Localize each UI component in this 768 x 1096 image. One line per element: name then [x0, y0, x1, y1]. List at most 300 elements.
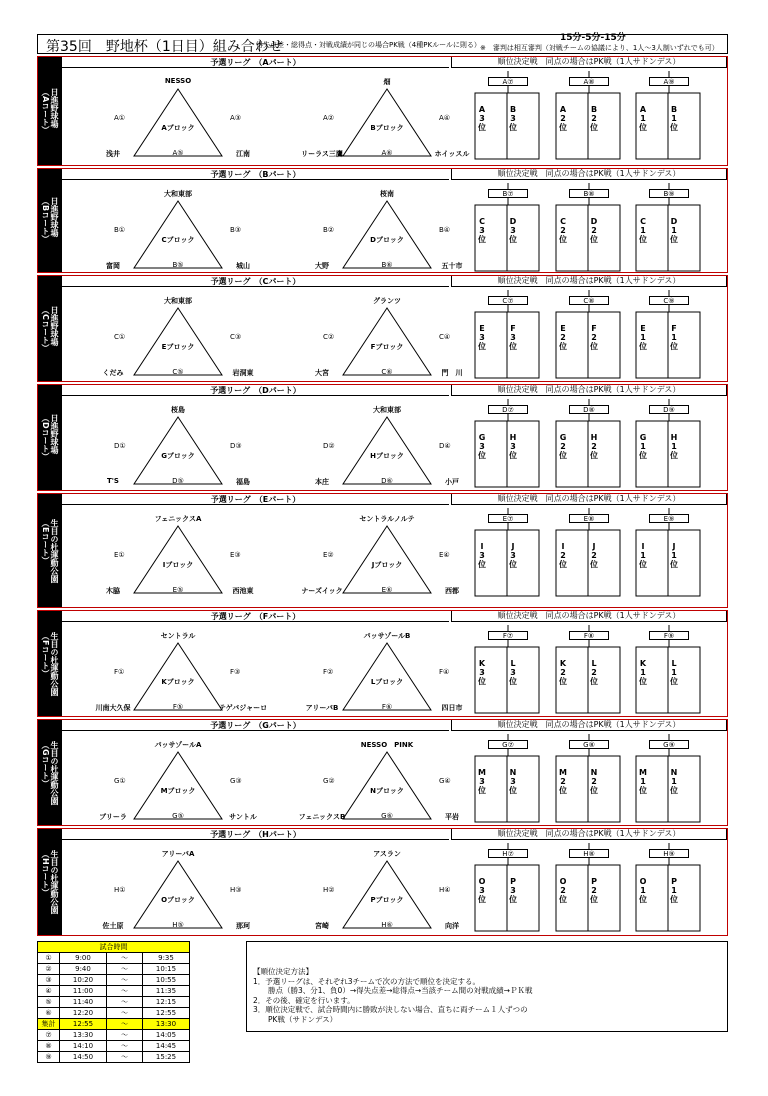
rank-right-unit: 位 [590, 235, 598, 244]
note-line: 3．順位決定戦で、試合時間内に勝敗が決しない場合、直ちに両チーム１人ずつの [253, 1005, 528, 1014]
rank-left-group: O [559, 877, 567, 886]
ranking-bracket [555, 734, 623, 826]
match-right: H③ [230, 886, 242, 894]
match-bottom: H⑥ [381, 921, 393, 929]
rank-right-place: 2 [591, 226, 597, 235]
match-right: F③ [230, 668, 241, 676]
rank-right [589, 659, 599, 686]
team-left: フェニックスB [298, 813, 346, 821]
rank-left [477, 433, 487, 460]
court-label [38, 276, 62, 381]
rank-left-unit: 位 [478, 342, 486, 351]
schedule-start: 9:40 [60, 964, 107, 975]
schedule-row [38, 997, 190, 1008]
ranking-bracket [555, 399, 623, 491]
rank-left-unit: 位 [478, 451, 486, 460]
team-right: 門 川 [441, 369, 463, 377]
team-left: アリーバB [305, 704, 339, 712]
court-label-text: 日進野球場 （Cコート） [41, 305, 59, 352]
rank-right-group: H [590, 433, 598, 442]
rank-right-place: 3 [510, 114, 516, 123]
ranking-bracket [635, 71, 703, 163]
rank-right [589, 217, 599, 244]
team-left: 佐土原 [102, 922, 124, 930]
rank-left-unit: 位 [478, 560, 486, 569]
team-top: グランツ [373, 297, 401, 305]
rank-right-group: P [671, 877, 677, 886]
schedule-start: 11:00 [60, 986, 107, 997]
match-bottom: G⑥ [381, 812, 393, 820]
rank-right [589, 105, 599, 132]
rank-right-unit: 位 [670, 786, 678, 795]
rank-right-group: J [672, 542, 676, 551]
group-triangle [88, 399, 268, 493]
rank-left-group: M [639, 768, 647, 777]
group-name: Dブロック [370, 236, 404, 244]
rank-left-place: 1 [640, 226, 646, 235]
rank-left-group: M [478, 768, 486, 777]
schedule-row [38, 986, 190, 997]
rank-right-place: 3 [510, 442, 516, 451]
team-left: 本庄 [315, 478, 329, 486]
match-bottom: H⑤ [172, 921, 184, 929]
rank-left [638, 542, 648, 569]
final-match-label: E⑦ [488, 514, 528, 523]
league-title: 予選リーグ （Dパート） [62, 385, 449, 396]
final-match-label: G⑧ [569, 740, 609, 749]
rank-right-group: L [671, 659, 677, 668]
league-title: 予選リーグ （Eパート） [62, 494, 449, 505]
rank-left-group: G [559, 433, 567, 442]
team-left: ブリーラ [99, 813, 127, 821]
rank-right-unit: 位 [509, 123, 517, 132]
rank-left [558, 659, 568, 686]
rank-left-place: 3 [479, 442, 485, 451]
schedule-no: ⑦ [38, 1030, 60, 1041]
match-left: B② [323, 226, 335, 234]
rank-right-unit: 位 [590, 786, 598, 795]
group-triangle [88, 183, 268, 277]
rank-left-unit: 位 [639, 235, 647, 244]
rank-left-place: 3 [479, 114, 485, 123]
team-top: パッサゾールB [363, 632, 411, 640]
group-triangle [88, 290, 268, 384]
team-right: 西都 [445, 587, 459, 595]
final-match-label: A⑦ [488, 77, 528, 86]
match-left: A② [323, 114, 335, 122]
group-triangle [297, 734, 477, 828]
schedule-start: 9:00 [60, 953, 107, 964]
rank-right-unit: 位 [590, 560, 598, 569]
rank-right-group: N [670, 768, 678, 777]
match-bottom: G⑤ [172, 812, 184, 820]
rank-left-unit: 位 [639, 560, 647, 569]
rank-left-unit: 位 [559, 560, 567, 569]
match-bottom: B⑥ [381, 261, 393, 269]
rank-right-unit: 位 [590, 342, 598, 351]
rank-title: 順位決定戦 同点の場合はPK戦（1人サドンデス） [451, 494, 727, 505]
rank-left-group: O [639, 877, 647, 886]
rank-right-unit: 位 [670, 342, 678, 351]
team-left: リーラス三鷹 [301, 150, 343, 158]
rank-left-unit: 位 [639, 786, 647, 795]
final-match-label: B⑦ [488, 189, 528, 198]
final-match-label: H⑦ [488, 849, 528, 858]
rank-left-unit: 位 [639, 342, 647, 351]
rank-right-group: D [590, 217, 598, 226]
rank-right-place: 2 [591, 442, 597, 451]
schedule-no: ④ [38, 986, 60, 997]
rank-left-unit: 位 [478, 677, 486, 686]
rank-right-unit: 位 [509, 451, 517, 460]
rank-left-group: C [479, 217, 485, 226]
schedule-row [38, 1041, 190, 1052]
team-left: ナーズイック [301, 587, 343, 595]
match-right: A③ [230, 114, 242, 122]
team-right: サントル [229, 813, 257, 821]
group-triangle [88, 625, 268, 719]
rank-right-group: B [670, 105, 678, 114]
rank-left-unit: 位 [639, 451, 647, 460]
group-name: Gブロック [161, 452, 195, 460]
team-right: 西池東 [232, 587, 254, 595]
ranking-bracket [474, 290, 542, 382]
final-match-label: F⑧ [569, 631, 609, 640]
rank-right-place: 2 [591, 551, 597, 560]
rank-right [669, 433, 679, 460]
schedule-start: 14:50 [60, 1052, 107, 1063]
final-match-label: G⑨ [649, 740, 689, 749]
group-triangle [297, 399, 477, 493]
rank-right-place: 2 [591, 668, 597, 677]
rank-left-unit: 位 [478, 235, 486, 244]
rank-left-unit: 位 [559, 235, 567, 244]
match-left: G① [114, 777, 126, 785]
league-title: 予選リーグ （Hパート） [62, 829, 449, 840]
match-right: D④ [439, 442, 451, 450]
league-block [37, 719, 728, 826]
final-match-label: C⑨ [649, 296, 689, 305]
group-name: Bブロック [370, 124, 404, 132]
rank-right-place: 1 [671, 777, 677, 786]
rank-left [638, 105, 648, 132]
team-top: アスラン [373, 850, 401, 858]
ranking-bracket [555, 625, 623, 717]
ranking-bracket [474, 734, 542, 826]
match-left: G② [323, 777, 335, 785]
match-left: F① [114, 668, 125, 676]
schedule-sep: ～ [107, 964, 143, 975]
schedule-end: 14:45 [143, 1041, 190, 1052]
rank-left-group: E [560, 324, 566, 333]
ranking-bracket [635, 734, 703, 826]
group-triangle [297, 625, 477, 719]
rank-right-unit: 位 [670, 677, 678, 686]
referee-note: ※ 審判は相互審判（対戦チームの協議により、1人～3人制いずれでも可） [480, 44, 719, 52]
ranking-bracket [555, 508, 623, 600]
note-line: 勝点（勝3、分1、負0）→得失点差→総得点→当該チーム間の対戦成績→ＰＫ戦 [253, 986, 533, 995]
court-label-text: 日進野球場 （Aコート） [41, 87, 59, 135]
rank-right [508, 433, 518, 460]
league-block [37, 828, 728, 936]
schedule-start: 14:10 [60, 1041, 107, 1052]
group-name: Pブロック [370, 896, 404, 904]
final-match-label: A⑨ [649, 77, 689, 86]
schedule-end: 10:15 [143, 964, 190, 975]
rank-left-place: 1 [640, 114, 646, 123]
schedule-sep: ～ [107, 986, 143, 997]
group-name: Eブロック [161, 343, 195, 351]
rank-left-place: 2 [560, 886, 566, 895]
group-name: Cブロック [161, 236, 195, 244]
match-right: A④ [439, 114, 451, 122]
match-bottom: E⑤ [172, 586, 184, 594]
team-right: 江南 [236, 150, 250, 158]
rank-right [669, 877, 679, 904]
rank-left-group: M [559, 768, 567, 777]
rank-left-group: E [479, 324, 485, 333]
final-match-label: E⑧ [569, 514, 609, 523]
team-left: T'S [107, 477, 119, 485]
match-right: D③ [230, 442, 242, 450]
rank-right-group: P [591, 877, 597, 886]
rank-left-unit: 位 [559, 786, 567, 795]
group-name: Oブロック [161, 896, 195, 904]
ranking-bracket [635, 399, 703, 491]
final-match-label: G⑦ [488, 740, 528, 749]
ranking-bracket [474, 71, 542, 163]
final-match-label: D⑦ [488, 405, 528, 414]
rank-right-place: 2 [591, 114, 597, 123]
team-right: テゲバジャーロ [218, 704, 268, 712]
rank-right-group: N [509, 768, 517, 777]
team-right: 福島 [236, 478, 250, 486]
court-label [38, 494, 62, 607]
match-right: E④ [439, 551, 450, 559]
court-label [38, 829, 62, 935]
rank-right-group: N [590, 768, 598, 777]
group-triangle [88, 843, 268, 937]
league-block [37, 384, 728, 491]
schedule-no: ⑧ [38, 1041, 60, 1052]
final-match-label: A⑧ [569, 77, 609, 86]
rank-left-place: 3 [479, 551, 485, 560]
league-block [37, 56, 728, 166]
rank-right-unit: 位 [590, 677, 598, 686]
rank-left [638, 877, 648, 904]
final-match-label: C⑧ [569, 296, 609, 305]
rank-left-place: 2 [560, 777, 566, 786]
schedule-start: 12:55 [60, 1019, 107, 1030]
rank-left-unit: 位 [559, 677, 567, 686]
ranking-bracket [635, 183, 703, 275]
match-left: E② [323, 551, 334, 559]
rank-right-place: 1 [671, 442, 677, 451]
match-right: G④ [439, 777, 451, 785]
match-right: B④ [439, 226, 451, 234]
note-line: PK戦（サドンデス） [253, 1014, 338, 1024]
group-name: Iブロック [162, 561, 194, 569]
court-label-text: 生目の杜運動公園 （Fコート） [41, 631, 59, 696]
schedule-row [38, 1019, 190, 1030]
rank-left [477, 105, 487, 132]
ranking-bracket [635, 508, 703, 600]
schedule-end: 12:15 [143, 997, 190, 1008]
rank-right-unit: 位 [670, 235, 678, 244]
team-left: 富岡 [106, 262, 120, 270]
league-title: 予選リーグ （Fパート） [62, 611, 449, 622]
group-triangle [297, 71, 477, 165]
ranking-bracket [635, 843, 703, 935]
team-top: セントラル [160, 632, 196, 640]
match-bottom: C⑥ [381, 368, 393, 376]
ranking-bracket [555, 290, 623, 382]
ranking-bracket [635, 625, 703, 717]
rank-right [669, 542, 679, 569]
rank-left-place: 3 [479, 333, 485, 342]
court-label [38, 169, 62, 272]
rank-left [638, 659, 648, 686]
league-title: 予選リーグ （Bパート） [62, 169, 449, 180]
rank-right [589, 877, 599, 904]
rank-right-place: 1 [671, 333, 677, 342]
rank-right-group: B [590, 105, 598, 114]
rank-right-unit: 位 [670, 451, 678, 460]
ranking-bracket [555, 183, 623, 275]
team-top: 大和東部 [373, 406, 401, 414]
group-name: Nブロック [370, 787, 404, 795]
team-right: 五十市 [441, 262, 463, 270]
rank-left [558, 877, 568, 904]
rank-right-group: H [509, 433, 517, 442]
schedule-end: 12:55 [143, 1008, 190, 1019]
match-bottom: A⑥ [381, 149, 393, 157]
schedule-end: 9:35 [143, 953, 190, 964]
final-match-label: F⑦ [488, 631, 528, 640]
schedule-sep: ～ [107, 1008, 143, 1019]
schedule-sep: ～ [107, 1052, 143, 1063]
schedule-sep: ～ [107, 975, 143, 986]
rank-right-place: 2 [591, 777, 597, 786]
rank-left-unit: 位 [559, 451, 567, 460]
league-title: 予選リーグ （Aパート） [62, 57, 449, 68]
match-bottom: F⑤ [172, 703, 184, 711]
rank-right-place: 1 [671, 886, 677, 895]
rank-left-place: 3 [479, 668, 485, 677]
rank-right [508, 217, 518, 244]
match-left: B① [114, 226, 126, 234]
schedule-sep: ～ [107, 953, 143, 964]
rank-left-group: C [560, 217, 566, 226]
ranking-method-notes [246, 941, 728, 1032]
group-name: Kブロック [161, 678, 195, 686]
rank-right [589, 324, 599, 351]
match-bottom: B⑤ [172, 261, 184, 269]
ranking-bracket [474, 399, 542, 491]
rank-left-place: 3 [479, 777, 485, 786]
rank-left [477, 877, 487, 904]
group-triangle [297, 290, 477, 384]
rank-right [669, 768, 679, 795]
schedule-end: 11:35 [143, 986, 190, 997]
rank-left-place: 1 [640, 442, 646, 451]
schedule-start: 11:40 [60, 997, 107, 1008]
ranking-bracket [555, 71, 623, 163]
team-top: 桜島 [171, 406, 185, 414]
court-label-text: 生目の杜運動公園 （Gコート） [41, 740, 59, 805]
rank-left [558, 105, 568, 132]
rank-right-unit: 位 [590, 895, 598, 904]
rank-right [589, 542, 599, 569]
rank-left [558, 217, 568, 244]
team-left: 宮崎 [315, 922, 329, 930]
court-label-text: 日進野球場 （Dコート） [41, 414, 59, 461]
rank-right-group: F [510, 324, 516, 333]
rank-title: 順位決定戦 同点の場合はPK戦（1人サドンデス） [451, 57, 727, 68]
page-title: 第35回 野地杯（1日目）組み合わせ [46, 39, 283, 55]
rank-right-group: D [509, 217, 517, 226]
ranking-bracket [474, 625, 542, 717]
ranking-bracket [474, 183, 542, 275]
team-left: 大野 [315, 262, 329, 270]
match-left: H① [114, 886, 126, 894]
final-match-label: H⑧ [569, 849, 609, 858]
rank-left [558, 768, 568, 795]
rank-left-group: I [480, 542, 484, 551]
rank-left-group: A [559, 105, 567, 114]
court-label [38, 57, 62, 165]
rank-left-unit: 位 [559, 123, 567, 132]
match-format: 15分-5分-15分 [560, 33, 626, 43]
final-match-label: B⑧ [569, 189, 609, 198]
rank-right [669, 324, 679, 351]
rank-right [508, 877, 518, 904]
team-top: 大和東部 [164, 297, 192, 305]
final-match-label: B⑨ [649, 189, 689, 198]
match-left: D② [323, 442, 335, 450]
rank-right-group: J [592, 542, 596, 551]
rank-right-place: 3 [510, 551, 516, 560]
final-match-label: C⑦ [488, 296, 528, 305]
rank-left-group: G [478, 433, 486, 442]
note-line: 2．その後、確定を行います。 [253, 995, 355, 1005]
team-top: 畑 [383, 78, 391, 86]
final-match-label: H⑨ [649, 849, 689, 858]
match-right: B③ [230, 226, 242, 234]
group-triangle [88, 734, 268, 828]
schedule-no: ⑤ [38, 997, 60, 1008]
schedule-no: ③ [38, 975, 60, 986]
final-match-label: D⑨ [649, 405, 689, 414]
ranking-bracket [474, 843, 542, 935]
team-left: くだみ [102, 369, 124, 377]
match-left: E① [114, 551, 125, 559]
court-label-text: 生目の杜運動公園 （Hコート） [41, 850, 59, 914]
team-right: 小戸 [445, 478, 459, 486]
rank-left [477, 217, 487, 244]
match-bottom: D⑥ [381, 477, 393, 485]
league-title: 予選リーグ （Gパート） [62, 720, 449, 731]
rank-left-group: O [478, 877, 486, 886]
rank-right [589, 433, 599, 460]
rank-right-unit: 位 [509, 560, 517, 569]
rank-left-place: 2 [560, 668, 566, 677]
group-name: Hブロック [370, 452, 404, 460]
team-left: 大宮 [315, 369, 329, 377]
group-triangle [297, 508, 477, 602]
rank-left-group: G [639, 433, 647, 442]
team-right: 岩洞東 [232, 369, 254, 377]
